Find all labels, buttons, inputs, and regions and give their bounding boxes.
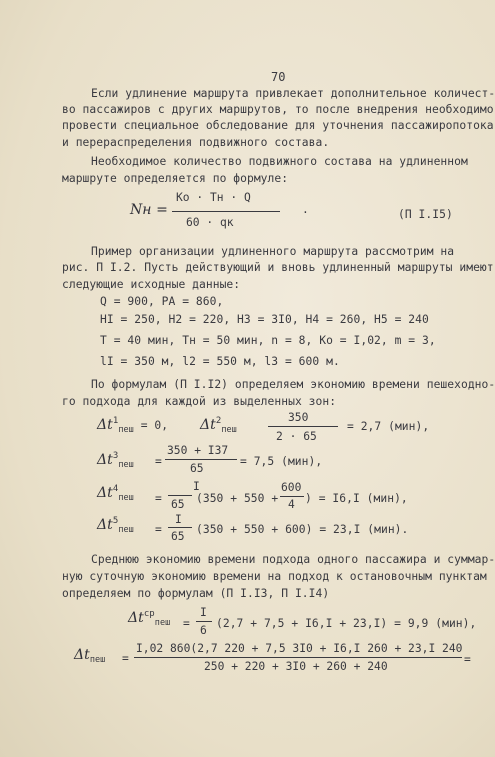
eq5-numerator: I (200, 606, 207, 619)
eq4-equals: = (155, 523, 162, 536)
eq5-result: (2,7 + 7,5 + I6,I + 23,I) = 9,9 (мин), (216, 617, 477, 630)
para5-line2: ную суточную экономию времени на подход к остановочным пунктам (62, 570, 487, 583)
eq1-result: = 2,7 (мин), (347, 420, 430, 433)
formula-dot: . (302, 203, 309, 216)
para2-line2: маршруте определяется по формуле: (62, 172, 289, 185)
eq2-symbol: Δt (97, 452, 113, 468)
eq1-a-sup: 1 (112, 416, 119, 426)
eq4-denominator: 65 (171, 530, 185, 543)
eq3-inner-denominator: 4 (288, 498, 295, 511)
eq3-numerator: I (193, 480, 200, 493)
para3-line3: следующие исходные данные: (62, 278, 241, 291)
eq2-sup: 3 (112, 451, 119, 461)
eq1 (97, 418, 168, 434)
eq3-lhs (97, 486, 134, 502)
eq2-lhs (97, 453, 134, 469)
para1-line3: провести специальное обследование для уточнения пассажиропотока (62, 119, 494, 132)
formula-label: (П I.I5) (398, 208, 453, 221)
para3-line1: Пример организации удлиненного маршрута рассмотрим на (91, 245, 455, 258)
para5-line3: определяем по формулам (П I.I3, П I.I4) (62, 587, 330, 600)
eq5-equals: = (183, 617, 190, 630)
eq4-symbol: Δt (97, 517, 113, 533)
eq3-result: ) = I6,I (мин), (305, 492, 408, 505)
eq6-symbol: Δt (74, 647, 90, 663)
para3-line2: рис. П I.2. Пусть действующий и вновь удлиненный маршруты имеют (62, 261, 494, 274)
eq1-a-sub: пеш (118, 425, 134, 435)
eq2-equals: = (155, 455, 162, 468)
eq3-denominator: 65 (171, 498, 185, 511)
eq6-numerator: I,02 860(2,7 220 + 7,5 3I0 + I6,I 260 + 23,I 240 (136, 642, 463, 655)
eq3-symbol: Δt (97, 485, 113, 501)
eq3-sub: пеш (118, 493, 134, 503)
formula-denominator: 60 · qк (186, 216, 234, 229)
eq3-mid: (350 + 550 + (196, 492, 279, 505)
eq5-sub: пеш (154, 618, 171, 628)
para2-line1: Необходимое количество подвижного состава на удлиненном (91, 155, 468, 168)
eq5-sup: ср (143, 609, 155, 619)
para4-line2: го подхода для каждой из выделенных зон: (62, 395, 337, 408)
para1-line4: и перераспределения подвижного состава. (62, 136, 330, 149)
data-row-3: T = 40 мин, Tн = 50 мин, n = 8, Kо = I,02, m = 3, (100, 334, 436, 347)
para1-line2: во пассажиров с других маршрутов, то после внедрения необходимо (62, 103, 494, 116)
eq1-a-symbol: Δt (97, 417, 113, 433)
eq4-lhs (97, 518, 134, 534)
eq2-sub: пеш (118, 460, 134, 470)
eq2-bar (165, 459, 237, 460)
eq6-equals: = (122, 652, 129, 665)
eq1-numerator: 350 (288, 411, 309, 424)
eq1-b-sub: пеш (221, 425, 237, 435)
para5-line1: Среднюю экономию времени подхода одного пассажира и суммар- (91, 553, 495, 566)
eq6-bar (134, 657, 462, 658)
eq3-bar (168, 495, 192, 496)
eq3-inner-numerator: 600 (281, 481, 302, 494)
eq5-bar (196, 621, 212, 622)
eq5-lhs (128, 611, 170, 627)
eq2-result: = 7,5 (мин), (240, 455, 323, 468)
eq2-numerator: 350 + I37 (167, 444, 229, 457)
data-row-4: lI = 350 м, l2 = 550 м, l3 = 600 м. (100, 355, 340, 368)
fraction-bar (172, 211, 280, 212)
eq4-bar (168, 527, 192, 528)
eq6-lhs (74, 648, 105, 664)
eq6-tail: = (464, 653, 471, 666)
eq1-b-sup: 2 (215, 416, 222, 426)
eq6-denominator: 250 + 220 + 3I0 + 260 + 240 (204, 660, 388, 673)
para1-line1: Если удлинение маршрута привлекает дополнительное количест- (91, 87, 495, 100)
eq1-bar (268, 426, 338, 427)
para4-line1: По формулам (П I.I2) определяем экономию времени пешеходно- (91, 378, 495, 391)
eq1-a-value: = 0, (140, 419, 169, 432)
eq5-symbol: Δt (128, 610, 144, 626)
eq4-result: (350 + 550 + 600) = 23,I (мин). (196, 523, 409, 536)
eq1-b (200, 418, 237, 434)
eq1-b-symbol: Δt (200, 417, 216, 433)
page-number: 70 (271, 70, 286, 84)
eq4-numerator: I (175, 513, 182, 526)
eq3-inner-bar (280, 496, 304, 497)
eq1-denominator: 2 · 65 (276, 430, 317, 443)
eq3-equals: = (155, 492, 162, 505)
eq3-sup: 4 (112, 484, 119, 494)
eq6-sub: пеш (89, 655, 106, 665)
eq2-denominator: 65 (190, 462, 204, 475)
eq4-sub: пеш (118, 525, 134, 535)
formula-numerator: Kо · Tн · Q (176, 191, 251, 204)
data-row-1: Q = 900, PA = 860, (100, 295, 224, 308)
eq5-denominator: 6 (200, 624, 207, 637)
eq4-sup: 5 (112, 516, 119, 526)
data-row-2: HI = 250, H2 = 220, H3 = 3I0, H4 = 260, H5 = 240 (100, 313, 429, 326)
formula-lhs: Nн = (130, 202, 168, 218)
